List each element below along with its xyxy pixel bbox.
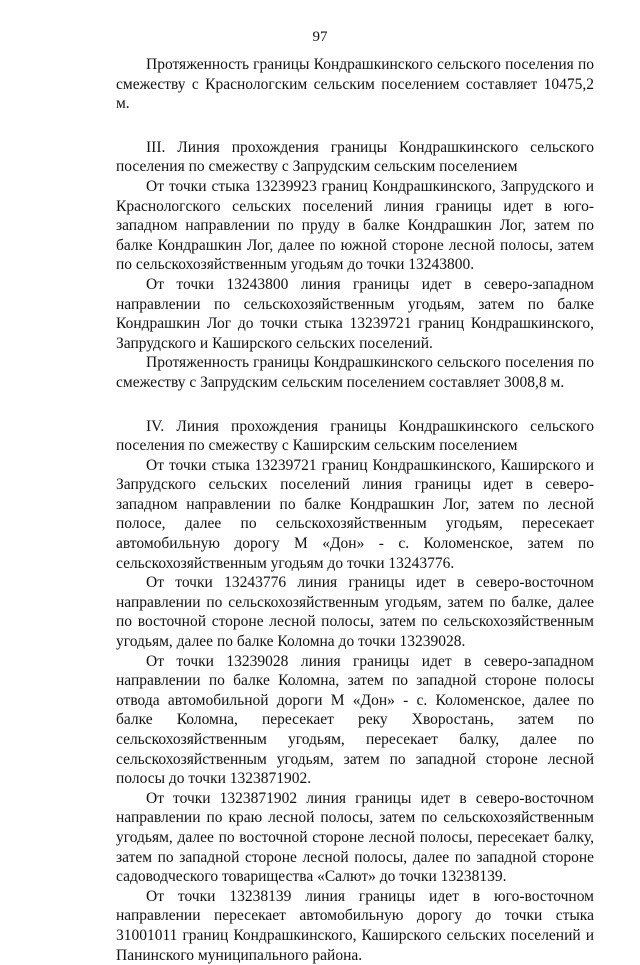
paragraph-length-krasnologskoe: Протяженность границы Кондрашкинского сельского поселения по смежеству с Краснологским сельским поселением составляет 10475,2 м. — [116, 56, 594, 113]
paragraph-boundary-kashirskoe-5: От точки 13238139 линия границы идет в юго-восточном направлении пересекает автомобильную дорогу до точки стыка 31001011 границ Кондрашкинского, Каширского сельских поселений и Панинского муниципального района. — [116, 887, 594, 964]
paragraph-boundary-kashirskoe-1: От точки стыка 13239721 границ Кондрашкинского, Каширского и Запрудского сельских поселений линия границы идет в северо-западном направлении по балке Кондрашкин Лог, затем по лесной полосе, далее по сельскохозяйственным угодьям, пересекает автомобильную дорогу М «Дон» - с. Коломенское, затем по сельскохозяйственным угодьям до точки 13243776. — [116, 456, 594, 572]
paragraph-length-zaprudskoe: Протяженность границы Кондрашкинского сельского поселения по смежеству с Запрудским сельским поселением составляет 3008,8 м. — [116, 354, 594, 391]
paragraph-boundary-zaprudskoe-1: От точки стыка 13239923 границ Кондрашкинского, Запрудского и Краснологского сельских поселений линия границы идет в юго-западном направлении по пруду в балке Кондрашкин Лог, затем по балке Кондрашкин Лог, далее по южной стороне лесной полосы, затем по сельскохозяйственным угодьям до точки 13243800. — [116, 177, 594, 274]
document-body — [116, 55, 594, 965]
paragraph-boundary-kashirskoe-3: От точки 13239028 линия границы идет в северо-западном направлении по балке Коломна, затем по западной стороне полосы отвода автомобильной дороги М «Дон» - с. Коломенское, далее по балке Коломна, пересекает реку Хворостань, затем по сельскохозяйственным угодьям, пересекает балку, далее по сельскохозяйственным угодьям, затем по западной стороне лесной полосы до точки 1323871902. — [116, 652, 594, 788]
spacer — [116, 114, 594, 138]
paragraph-boundary-kashirskoe-2: От точки 13243776 линия границы идет в северо-восточном направлении по сельскохозяйственным угодьям, затем по балке, далее по восточной стороне лесной полосы, затем по сельскохозяйственным угодьям, далее по балке Коломна до точки 13239028. — [116, 574, 594, 651]
section-heading-4: IV. Линия прохождения границы Кондрашкинского сельского поселения по смежеству с Каширским сельским поселением — [116, 417, 594, 455]
page-number: 97 — [312, 29, 328, 45]
section-heading-3: III. Линия прохождения границы Кондрашкинского сельского поселения по смежеству с Запрудским сельским поселением — [116, 138, 594, 176]
paragraph-boundary-zaprudskoe-2: От точки 13243800 линия границы идет в северо-западном направлении по сельскохозяйственным угодьям, затем по балке Кондрашкин Лог до точки стыка 13239721 границ Кондрашкинского, Запрудского и Каширского сельских поселений. — [116, 275, 594, 352]
spacer — [116, 393, 594, 417]
paragraph-boundary-kashirskoe-4: От точки 1323871902 линия границы идет в северо-восточном направлении по краю лесной полосы, затем по сельскохозяйственным угодьям, далее по восточной стороне лесной полосы, пересекает балку, затем по западной стороне лесной полосы, далее по западной стороне садоводческого товарищества «Салют» до точки 13238139. — [116, 789, 594, 886]
